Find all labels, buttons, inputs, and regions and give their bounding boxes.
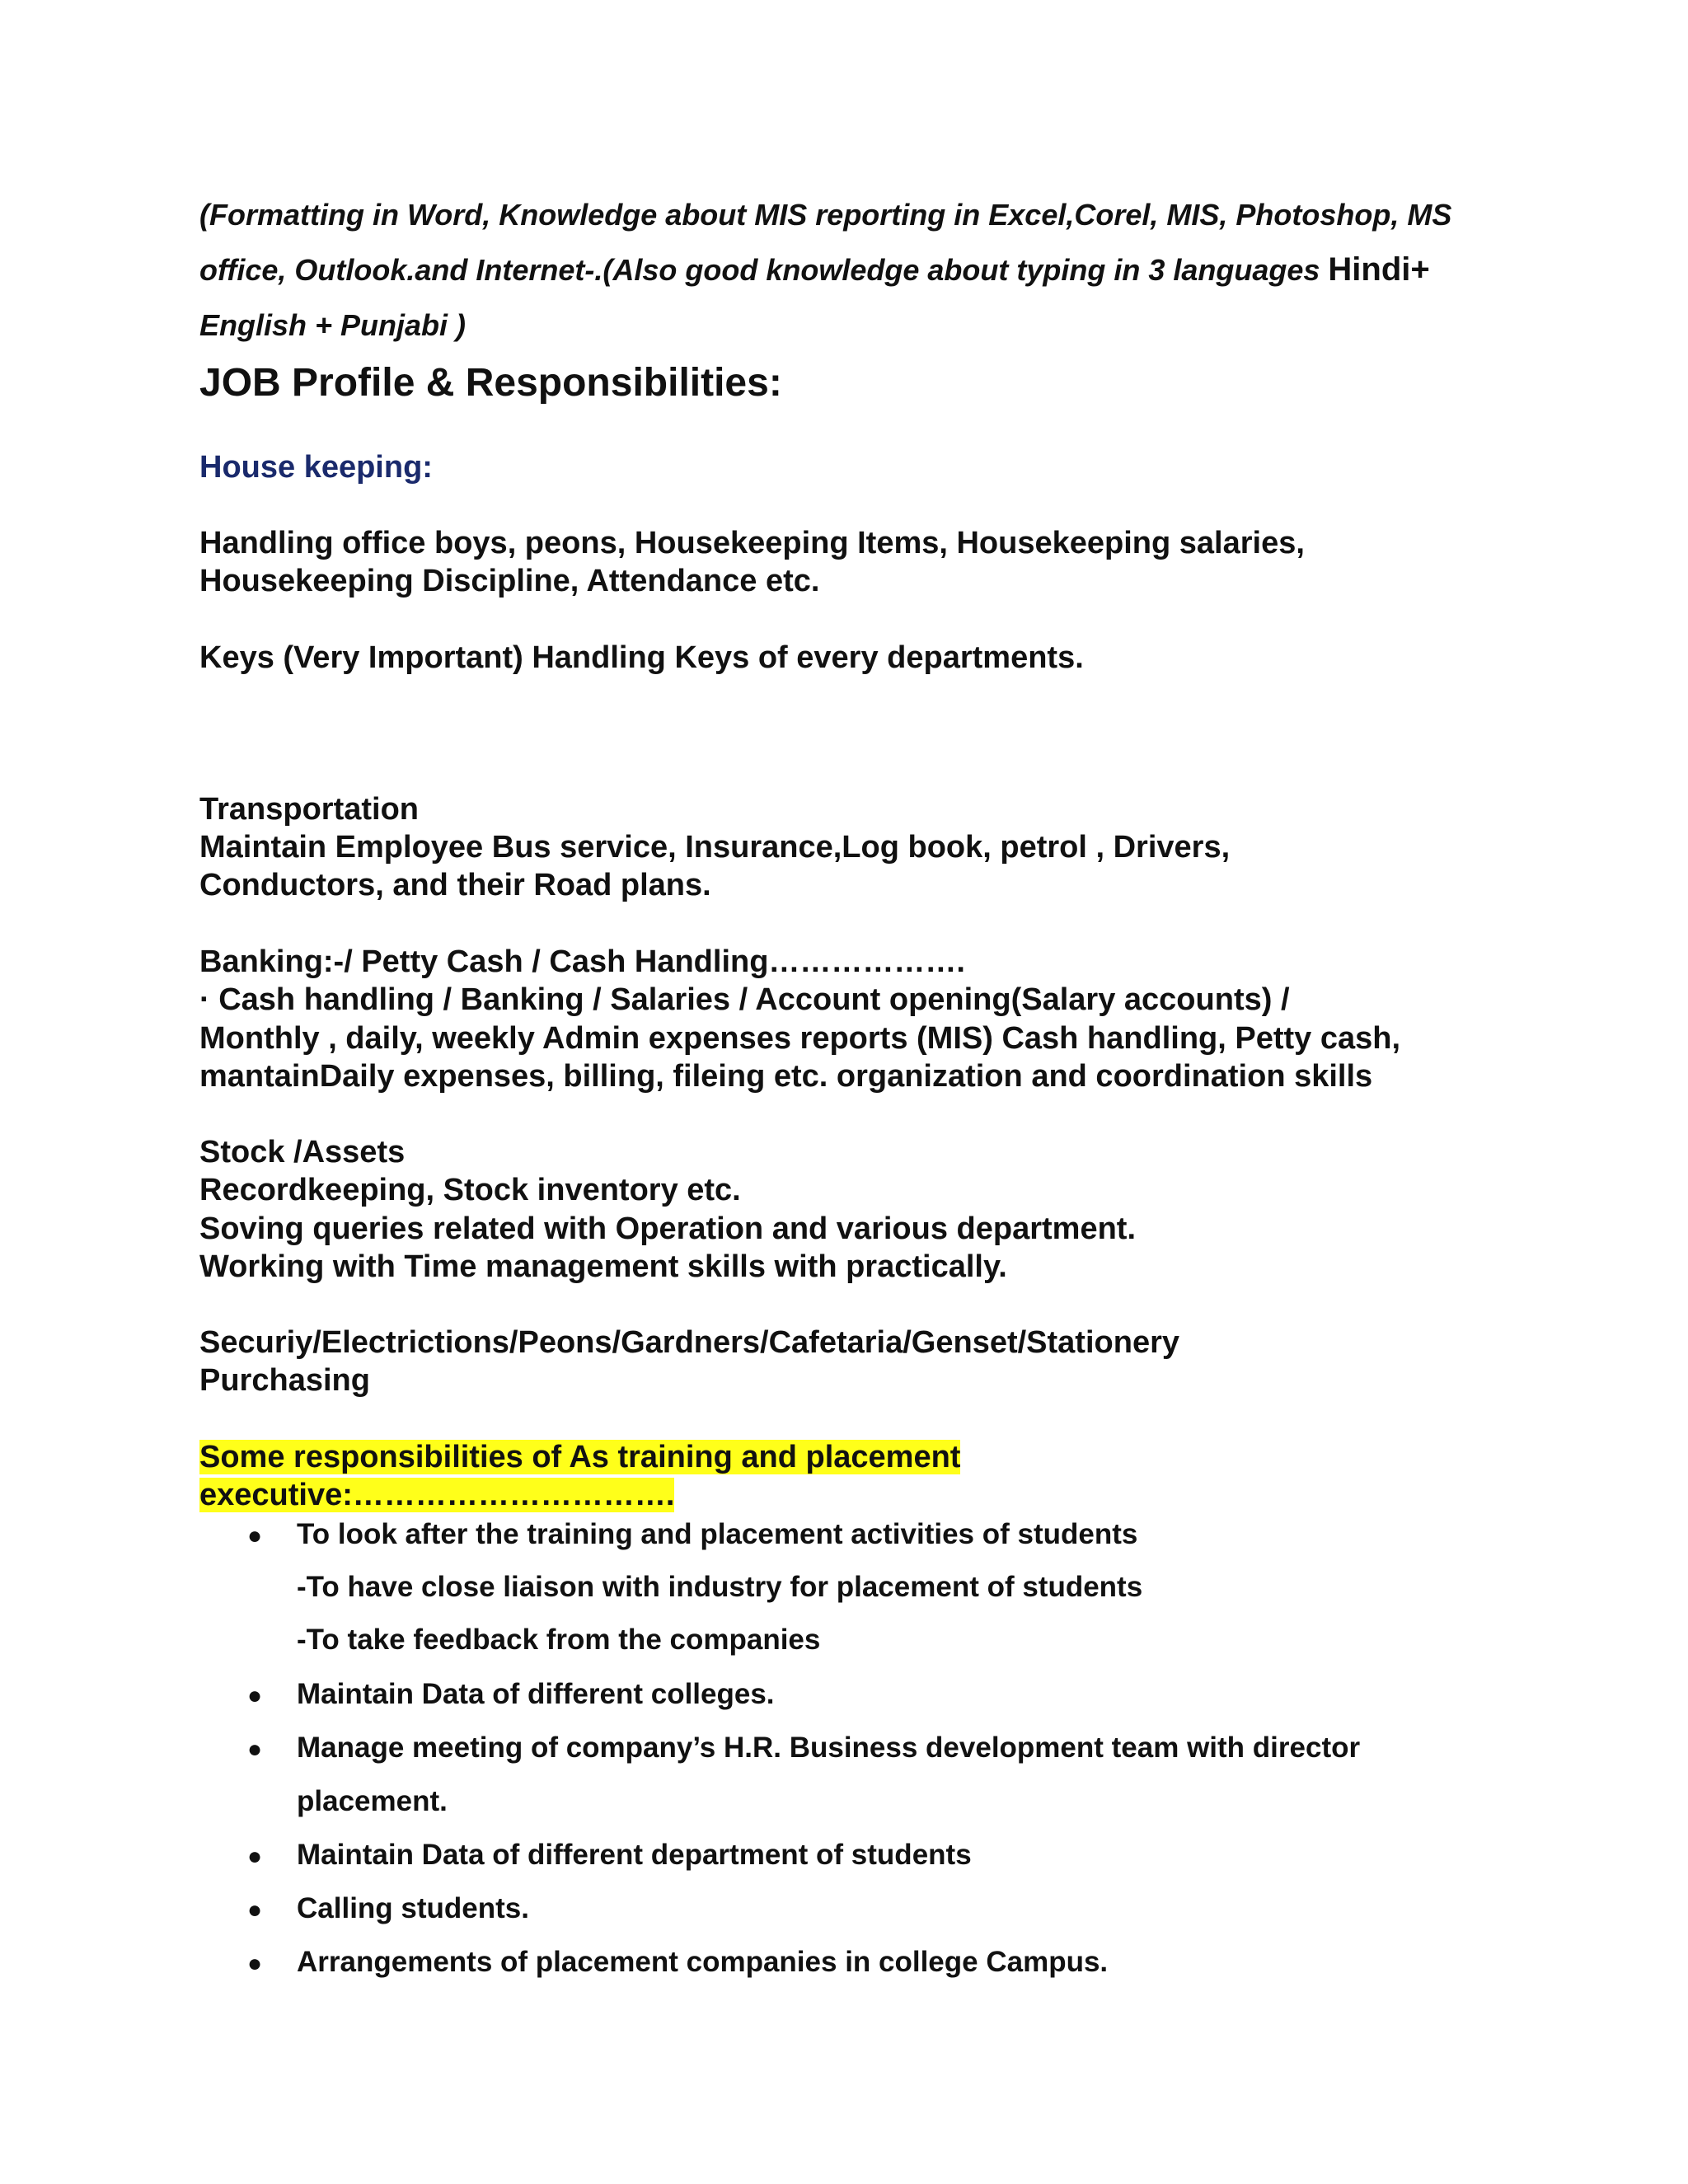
banking-line-3: mantainDaily expenses, billing, fileing etc. organization and coordination skills — [199, 1059, 1373, 1094]
stock-line-1: Recordkeeping, Stock inventory etc. — [199, 1173, 741, 1207]
training-heading-text-1: Some responsibilities of As training and placement — [199, 1440, 961, 1474]
transportation-line-1: Maintain Employee Bus service, Insurance,Log book, petrol , Drivers, — [199, 830, 1231, 865]
housekeeping-line-1: Handling office boys, peons, Housekeeping Items, Housekeeping salaries, — [199, 526, 1305, 560]
list-item — [297, 1624, 820, 1657]
stock-line-2: Soving queries related with Operation and various department. — [199, 1212, 1137, 1246]
list-item-text: Calling students. — [297, 1892, 529, 1924]
list-item — [247, 1678, 775, 1711]
list-item — [247, 1732, 1361, 1765]
list-item — [297, 1785, 448, 1818]
intro-line-3: English + Punjabi ) — [199, 308, 467, 342]
intro-line-2 — [199, 251, 1430, 288]
bullet-icon: ● — [247, 1843, 263, 1870]
list-item-text: Maintain Data of different colleges. — [297, 1678, 775, 1710]
security-line-1: Securiy/Electrictions/Peons/Gardners/Cafetaria/Genset/Stationery — [199, 1325, 1180, 1360]
banking-line-1: · Cash handling / Banking / Salaries / Account opening(Salary accounts) / — [199, 982, 1290, 1017]
bullet-icon: ● — [247, 1736, 263, 1763]
housekeeping-heading: House keeping: — [199, 450, 433, 485]
transportation-heading: Transportation — [199, 792, 420, 827]
intro-line-2-text: office, Outlook.and Internet-.(Also good knowledge about typing in 3 languages — [199, 253, 1329, 287]
training-heading-text-2: executive:…………………………. — [199, 1478, 675, 1512]
intro-line-1: (Formatting in Word, Knowledge about MIS reporting in Excel,Corel, MIS, Photoshop, MS — [199, 198, 1452, 232]
list-item-text: Maintain Data of different department of students — [297, 1839, 972, 1871]
banking-heading: Banking:-/ Petty Cash / Cash Handling………………. — [199, 944, 965, 979]
stock-line-3: Working with Time management skills with practically. — [199, 1249, 1007, 1284]
list-item-text: To look after the training and placement activities of students — [297, 1518, 1138, 1550]
intro-line-2-languages: Hindi+ — [1328, 251, 1430, 288]
list-item — [297, 1571, 1142, 1604]
bullet-icon: ● — [247, 1950, 263, 1977]
list-item-text: -To take feedback from the companies — [297, 1624, 821, 1656]
list-item-text: -To have close liaison with industry for placement of students — [297, 1571, 1143, 1603]
housekeeping-line-2: Housekeeping Discipline, Attendance etc. — [199, 564, 820, 598]
bullet-icon: ● — [247, 1682, 263, 1709]
list-item-text: Arrangements of placement companies in college Campus. — [297, 1946, 1109, 1978]
bullet-icon: ● — [247, 1896, 263, 1924]
training-heading-line-2 — [199, 1476, 674, 1514]
list-item-text: Manage meeting of company’s H.R. Business development team with director — [297, 1732, 1361, 1764]
transportation-line-2: Conductors, and their Road plans. — [199, 868, 711, 902]
bullet-icon: ● — [247, 1522, 263, 1549]
list-item — [247, 1946, 1109, 1979]
list-item-text: placement. — [297, 1785, 448, 1817]
stock-heading: Stock /Assets — [199, 1135, 406, 1169]
banking-line-2: Monthly , daily, weekly Admin expenses reports (MIS) Cash handling, Petty cash, — [199, 1021, 1401, 1056]
keys-line: Keys (Very Important) Handling Keys of every departments. — [199, 640, 1084, 675]
security-line-2: Purchasing — [199, 1363, 370, 1398]
list-item — [247, 1839, 972, 1872]
training-heading-line-1 — [199, 1438, 960, 1476]
page-title: JOB Profile & Responsibilities: — [199, 361, 782, 405]
list-item — [247, 1892, 529, 1925]
list-item — [247, 1518, 1138, 1551]
